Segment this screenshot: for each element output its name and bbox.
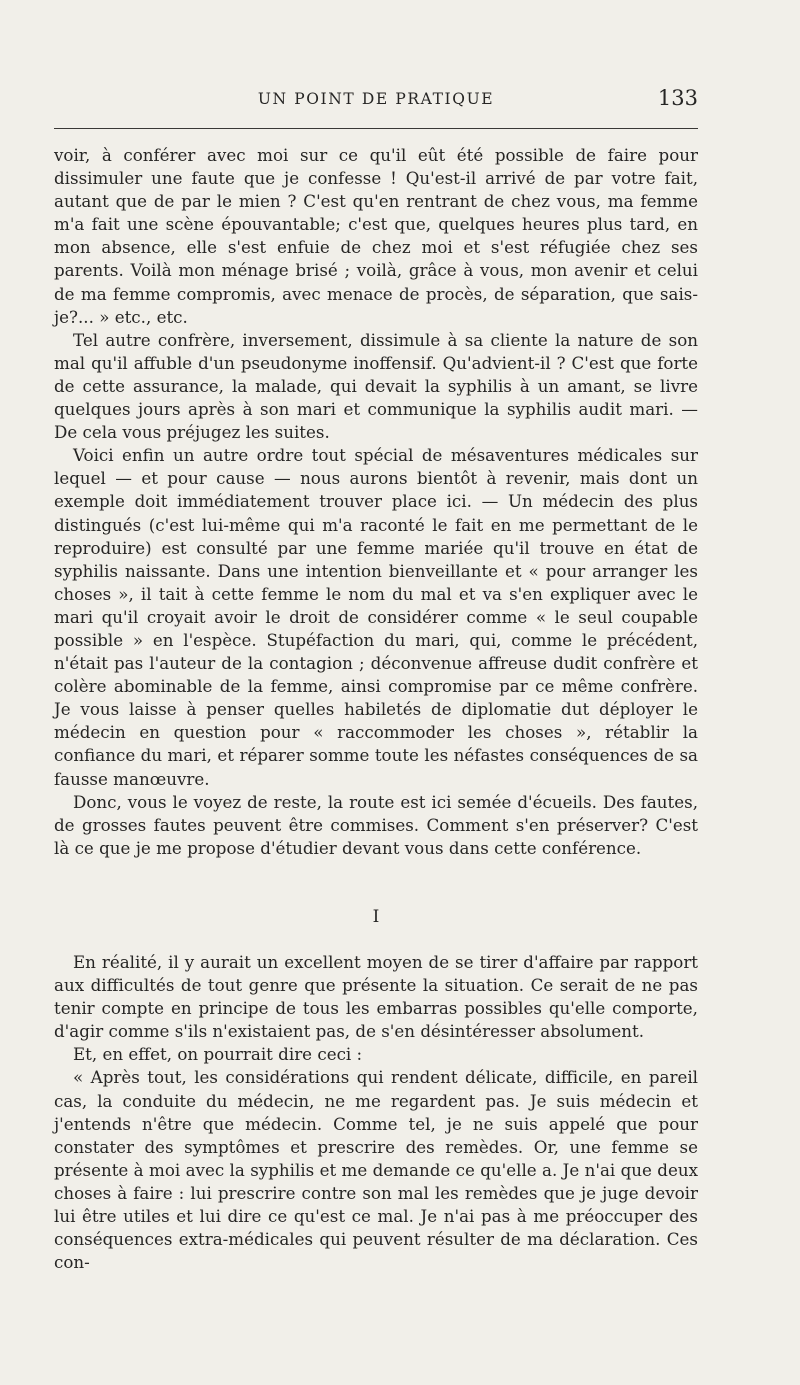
page-header [54, 86, 698, 116]
paragraph: Et, en effet, on pourrait dire ceci : [73, 1044, 363, 1065]
header-rule [54, 128, 698, 129]
section-text [54, 951, 698, 1274]
paragraph: Tel autre confrère, inversement, dissimule à sa cliente la nature de son mal qu'il affuble d'un pseudonyme inoffensif. Qu'advient-il ? C'est que forte de cette assurance, la malade, qui devait la syphilis à un amant, se livre quelques jours après à son mari et communique la syphilis audit mari. — De cela vous préjugez les suites. [54, 329, 698, 443]
page-number: 133 [657, 86, 698, 110]
paragraph: Voici enfin un autre ordre tout spécial de mésaventures médicales sur lequel — et pour cause — nous aurons bientôt à revenir, mais dont un exemple doit immédiatement trouver place ici. — Un médecin des plus distingués (c'est lui-même qui m'a raconté le fait en me permettant de le reproduire) est consulté par une femme mariée qu'il trouve en état de syphilis naissante. Dans une intention bienveillante et « pour arranger les choses », il tait à cette femme le nom du mal et va s'en expliquer avec le mari qu'il croyait avoir le droit de considérer comme « le seul coupable possible » en l'espèce. Stupéfaction du mari, qui, comme le précédent, n'était pas l'auteur de la contagion ; déconvenue affreuse dudit confrère et colère abominable de la femme, ainsi compromise par ce même confrère. Je vous laisse à penser quelles habiletés de diplomatie dut déployer le médecin en question pour « raccommoder les choses », rétablir la confiance du mari, et réparer somme toute les néfastes conséquences de sa fausse manœuvre. [54, 445, 698, 789]
paragraph: « Après tout, les considérations qui rendent délicate, difficile, en pareil cas, la conduite du médecin, ne me regardent pas. Je suis médecin et j'entends n'être que médecin. Comme tel, je ne suis appelé que pour constater des symptômes et prescrire des remèdes. Or, une femme se présente à moi avec la syphilis et me demande ce qu'elle a. Je n'ai que deux choses à faire : lui prescrire contre son mal les remèdes que je juge devoir lui être utiles et lui dire ce qu'est ce mal. Je n'ai pas à me préoccuper des conséquences extra-médicales qui peuvent résulter de ma déclaration. Ces con- [54, 1067, 698, 1273]
running-title: UN POINT DE PRATIQUE [257, 90, 495, 108]
section-heading: I [372, 907, 380, 927]
paragraph: Donc, vous le voyez de reste, la route est ici semée d'écueils. Des fautes, de grosses fautes peuvent être commises. Comment s'en préserver? C'est là ce que je me propose d'étudier devant vous dans cette conférence. [54, 791, 698, 858]
paragraph: voir, à conférer avec moi sur ce qu'il eût été possible de faire pour dissimuler une faute que je confesse ! Qu'est-il arrivé de par votre fait, autant que de par le mien ? C'est qu'en rentrant de chez vous, ma femme m'a fait une scène épouvantable; c'est que, quelques heures plus tard, en mon absence, elle s'est enfuie de chez moi et s'est réfugiée chez ses parents. Voilà mon ménage brisé ; voilà, grâce à vous, mon avenir et celui de ma femme compromis, avec menace de procès, de séparation, que sais-je?... » etc., etc. [54, 145, 698, 327]
body-text [54, 144, 698, 860]
paragraph: En réalité, il y aurait un excellent moyen de se tirer d'affaire par rapport aux difficultés de tout genre que présente la situation. Ce serait de ne pas tenir compte en principe de tous les embarras possibles qu'elle comporte, d'agir comme s'ils n'existaient pas, de s'en désintéresser absolument. [54, 952, 698, 1042]
